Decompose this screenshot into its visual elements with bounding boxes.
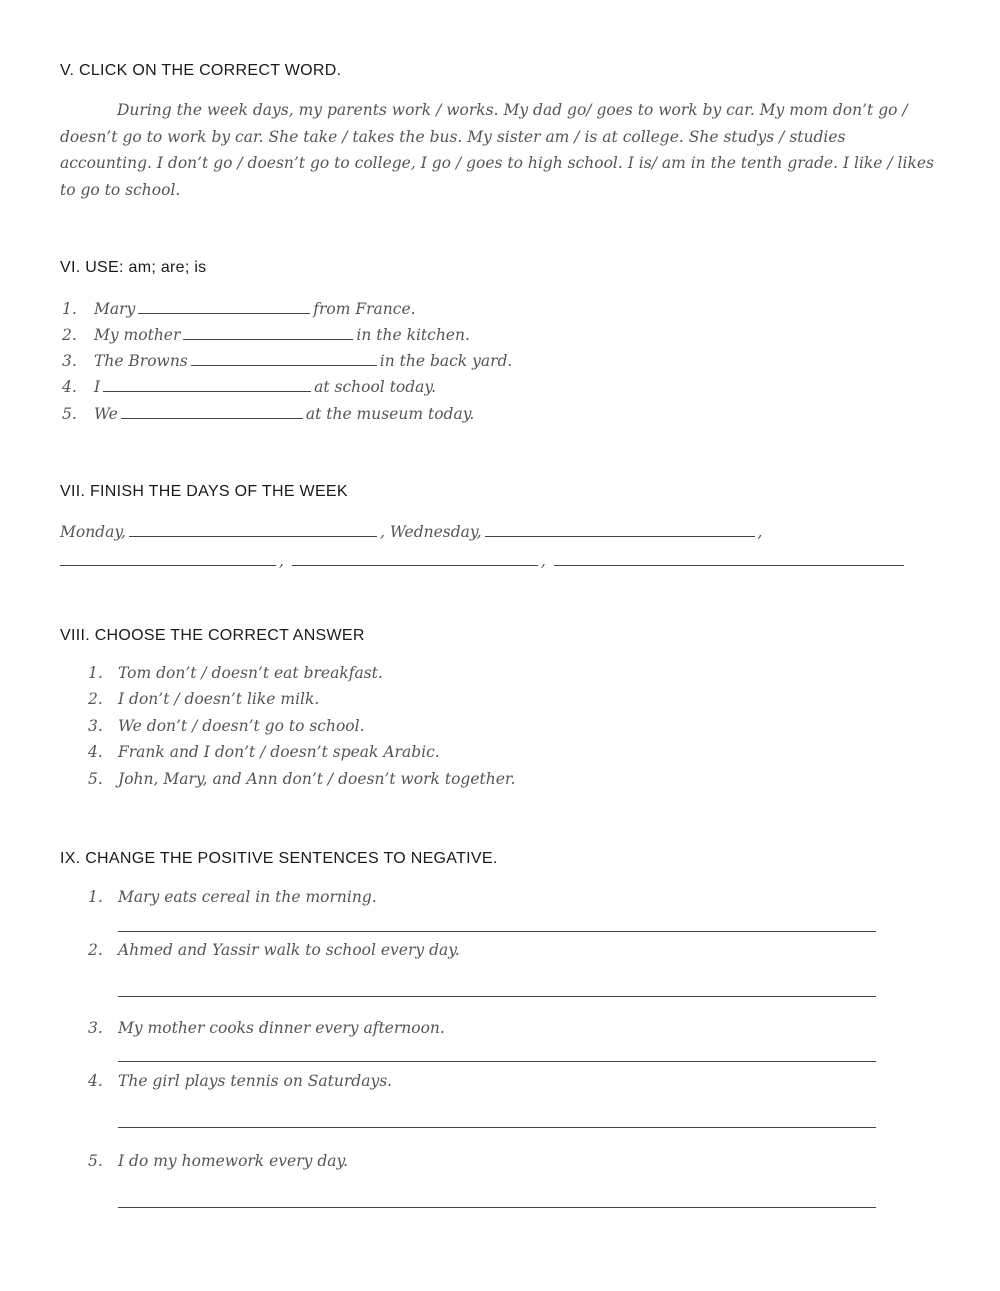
section-8-heading: VIII. CHOOSE THE CORRECT ANSWER — [60, 627, 365, 644]
friday-blank[interactable] — [60, 549, 276, 566]
item-text[interactable]: John, Mary, and Ann don’t / doesn’t work together. — [118, 770, 516, 788]
section-9-item-3 — [88, 1019, 445, 1037]
answer-line[interactable] — [118, 1127, 876, 1128]
item-number: 1. — [88, 664, 103, 682]
days-row-2 — [60, 549, 907, 570]
item-number: 3. — [88, 717, 103, 735]
item-rest: from France. — [313, 300, 416, 318]
day-monday: Monday, — [60, 523, 126, 541]
item-text[interactable]: We don’t / doesn’t go to school. — [118, 717, 365, 735]
item-number: 3. — [88, 1019, 103, 1037]
section-6-item-1 — [62, 297, 416, 318]
item-number: 4. — [88, 743, 103, 761]
section-9-heading: IX. CHANGE THE POSITIVE SENTENCES TO NEGATIVE. — [60, 850, 498, 867]
answer-line[interactable] — [118, 931, 876, 932]
sunday-blank[interactable] — [554, 549, 904, 566]
item-text: Mary eats cereal in the morning. — [118, 888, 377, 906]
item-rest: at school today. — [314, 378, 437, 396]
item-subject: My mother — [94, 326, 181, 344]
comma: , — [540, 552, 546, 570]
section-6-item-3 — [62, 349, 512, 370]
item-number: 4. — [88, 1072, 103, 1090]
item-number: 2. — [88, 941, 103, 959]
item-text[interactable]: I don’t / doesn’t like milk. — [118, 690, 320, 708]
answer-line[interactable] — [118, 1207, 876, 1208]
days-row-1 — [60, 520, 762, 541]
item-rest: in the back yard. — [379, 352, 513, 370]
item-rest: at the museum today. — [305, 405, 475, 423]
item-text: I do my homework every day. — [118, 1152, 349, 1170]
item-number: 5. — [62, 405, 77, 423]
item-text: My mother cooks dinner every afternoon. — [118, 1019, 445, 1037]
item-number: 1. — [62, 300, 77, 318]
item-number: 5. — [88, 770, 103, 788]
section-9-item-2 — [88, 941, 460, 959]
fill-blank[interactable] — [121, 402, 303, 419]
section-8-item-4 — [88, 743, 440, 761]
section-8-item-3 — [88, 717, 365, 735]
item-text[interactable]: Tom don’t / doesn’t eat breakfast. — [118, 664, 383, 682]
fill-blank[interactable] — [191, 349, 377, 366]
section-5-paragraph: During the week days, my parents work / works. My dad go/ goes to work by car. My mom don’t go / doesn’t go to work by car. She take / takes the bus. My sister am / is at college. She studys / studies accounting. I don’t go / doesn’t go to college, I go / goes to high school. I is/ am in the tenth grade. I like / likes to go to school. — [60, 101, 934, 199]
thursday-blank[interactable] — [485, 520, 755, 537]
item-number: 5. — [88, 1152, 103, 1170]
item-text: Ahmed and Yassir walk to school every day. — [118, 941, 460, 959]
item-subject: We — [94, 405, 118, 423]
comma: , — [757, 523, 763, 541]
section-6-heading: VI. USE: am; are; is — [60, 259, 207, 276]
item-text: The girl plays tennis on Saturdays. — [118, 1072, 393, 1090]
item-subject: The Browns — [94, 352, 188, 370]
item-subject: Mary — [94, 300, 136, 318]
day-wednesday: Wednesday, — [389, 523, 482, 541]
section-8-item-2 — [88, 690, 319, 708]
answer-line[interactable] — [118, 996, 876, 997]
saturday-blank[interactable] — [292, 549, 538, 566]
comma: , — [279, 552, 284, 570]
item-number: 1. — [88, 888, 103, 906]
item-number: 3. — [62, 352, 77, 370]
comma: , — [379, 523, 385, 541]
fill-blank[interactable] — [183, 323, 353, 340]
item-rest: in the kitchen. — [356, 326, 470, 344]
item-number: 4. — [62, 378, 77, 396]
section-8-item-1 — [88, 664, 383, 682]
section-9-item-1 — [88, 888, 377, 906]
section-9-item-5 — [88, 1152, 348, 1170]
section-8-item-5 — [88, 770, 516, 788]
section-6-item-2 — [62, 323, 470, 344]
section-6-item-5 — [62, 402, 474, 423]
answer-line[interactable] — [118, 1061, 876, 1062]
item-subject: I — [94, 378, 101, 396]
item-number: 2. — [62, 326, 77, 344]
section-7-heading: VII. FINISH THE DAYS OF THE WEEK — [60, 483, 348, 500]
item-text[interactable]: Frank and I don’t / doesn’t speak Arabic. — [118, 743, 440, 761]
item-number: 2. — [88, 690, 103, 708]
section-6-item-4 — [62, 375, 436, 396]
section-5-heading: V. CLICK ON THE CORRECT WORD. — [60, 62, 342, 79]
tuesday-blank[interactable] — [129, 520, 377, 537]
section-9-item-4 — [88, 1072, 392, 1090]
fill-blank[interactable] — [103, 375, 311, 392]
fill-blank[interactable] — [138, 297, 310, 314]
